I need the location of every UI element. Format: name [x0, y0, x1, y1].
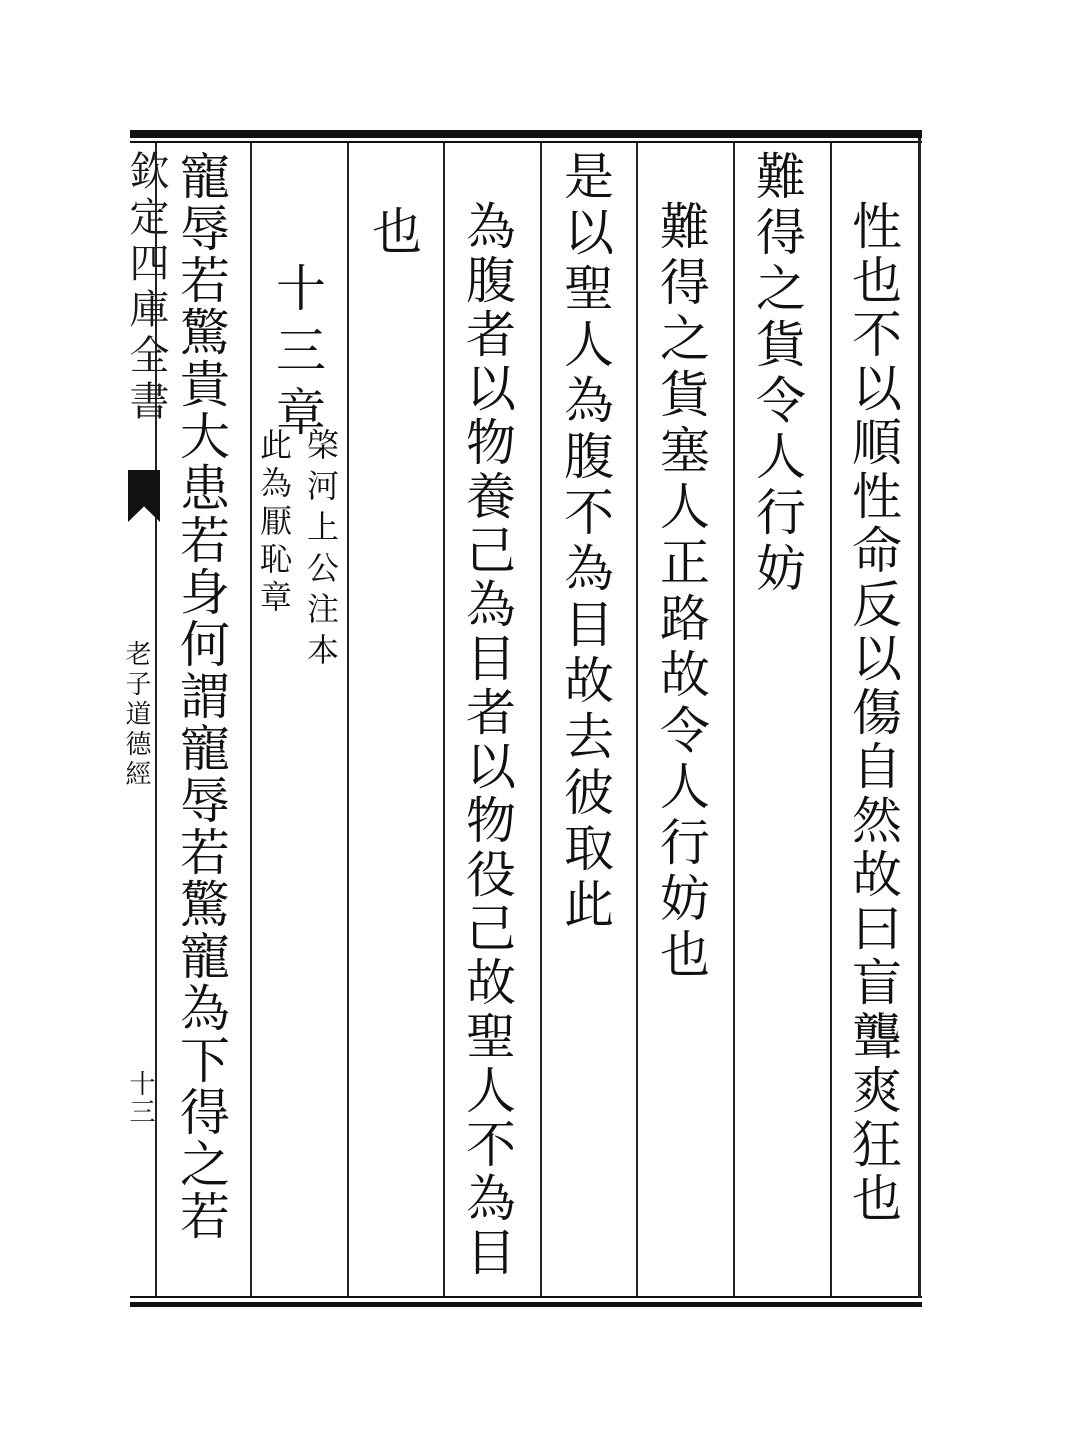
right-border: [918, 138, 921, 1298]
column-divider: [250, 143, 252, 1296]
book-title: 老子道德經: [121, 640, 151, 790]
collection-title: 欽定四庫全書: [123, 150, 169, 426]
fishtail-mark: [128, 470, 160, 522]
text-column: 難得之貨令人行妨: [748, 150, 806, 598]
column-divider: [443, 143, 445, 1296]
column-divider: [347, 143, 349, 1296]
column-divider: [636, 143, 638, 1296]
text-column: 難得之貨塞人正路故令人行妨也: [652, 200, 710, 984]
column-divider: [733, 143, 735, 1296]
chapter-heading: 十三章: [268, 262, 326, 448]
text-column: 也: [364, 205, 422, 259]
page-number: 十三: [125, 1070, 155, 1126]
top-border-thick: [130, 130, 922, 138]
text-column: 是以聖人為腹不為目故去彼取此: [556, 150, 614, 934]
text-column: 性也不以順性命反以傷自然故曰盲聾爽狂也: [844, 200, 902, 1226]
text-column: 為腹者以物養己為目者以物役己故聖人不為目: [458, 200, 516, 1280]
chapter-subtitle: 此為厭恥章: [255, 428, 293, 618]
bottom-border-thick: [130, 1302, 922, 1307]
edition-note: 棨河上公注本: [302, 428, 340, 674]
text-column: 寵辱若驚貴大患若身何謂寵辱若驚寵為下得之若: [172, 150, 230, 1242]
top-border-thin: [130, 141, 922, 143]
bottom-border-thin: [130, 1296, 922, 1298]
column-divider: [830, 143, 832, 1296]
column-divider: [540, 143, 542, 1296]
